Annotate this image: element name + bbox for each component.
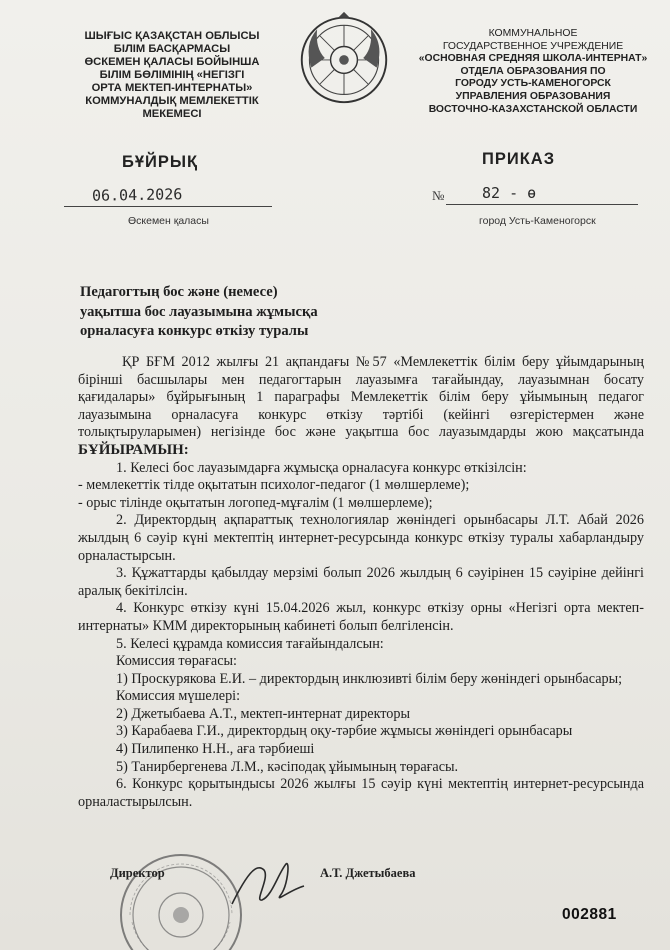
item-4: 4. Конкурс өткізу күні 15.04.2026 жыл, конкурс өткізу орны «Негізгі орта мектеп-интернаты» КММ директорының кабинеті болып белгіленсін. xyxy=(78,600,644,634)
preamble-paragraph xyxy=(78,354,644,460)
header-left-line: ОРТА МЕКТЕП-ИНТЕРНАТЫ» xyxy=(91,82,253,94)
state-emblem-icon xyxy=(296,10,392,106)
item-6: 6. Конкурс қорытындысы 2026 жылғы 15 сәуір күні мектептің интернет-ресурсында орналастырылсын. xyxy=(78,776,644,810)
header-left-kz xyxy=(62,30,282,121)
header-right-line: «ОСНОВНАЯ СРЕДНЯЯ ШКОЛА-ИНТЕРНАТ» xyxy=(418,53,648,65)
date-underline xyxy=(64,206,272,207)
item-1: 1. Келесі бос лауазымдарға жұмысқа орналасуға конкурс өткізілсін: xyxy=(116,459,527,476)
chair-member: 1) Проскурякова Е.И. – директордың инклюзивті білім беру жөніндегі орынбасары; xyxy=(116,670,623,687)
header-left-line: ӨСКЕМЕН ҚАЛАСЫ БОЙЫНША xyxy=(84,56,260,68)
header-right-ru xyxy=(410,28,656,116)
city-ru: город Усть-Каменогорск xyxy=(479,215,596,227)
handwritten-signature-icon xyxy=(228,856,308,912)
header-right-line: ГОСУДАРСТВЕННОЕ УЧРЕЖДЕНИЕ xyxy=(442,40,624,52)
order-body xyxy=(78,354,644,811)
subject-line: Педагогтың бос және (немесе) xyxy=(80,284,278,300)
order-subject xyxy=(80,283,380,342)
subject-line: орналасуға конкурс өткізу туралы xyxy=(80,323,309,339)
order-number: 82 - ө xyxy=(482,184,537,202)
registration-number: 002881 xyxy=(562,906,617,923)
order-title-kz: БҰЙРЫҚ xyxy=(122,153,199,171)
number-label: № xyxy=(432,188,445,203)
header-left-line: БІЛІМ БӨЛІМІНІҢ «НЕГІЗГІ xyxy=(99,69,245,81)
member-item: 3) Карабаева Г.И., директордың оқу-тәрбие жұмысы жөніндегі орынбасары xyxy=(116,723,573,740)
signatory-title: Директор xyxy=(110,866,165,880)
member-item: 2) Джетыбаева А.Т., мектеп-интернат директоры xyxy=(116,705,411,722)
header-left-line: ШЫҒЫС ҚАЗАҚСТАН ОБЛЫСЫ xyxy=(84,30,260,42)
order-date: 06.04.2026 xyxy=(91,185,183,205)
header-left-line: КОММУНАЛДЫҚ МЕМЛЕКЕТТІК xyxy=(85,95,259,107)
chair-label: Комиссия төрағасы: xyxy=(116,653,237,670)
header-left-line: БІЛІМ БАСҚАРМАСЫ xyxy=(113,43,231,55)
member-item: 5) Танирбергенева Л.М., кәсіподақ ұйымының төрағасы. xyxy=(116,758,459,775)
subject-line: уақытша бос лауазымына жұмысқа xyxy=(80,303,318,320)
header-right-line: УПРАВЛЕНИЯ ОБРАЗОВАНИЯ xyxy=(455,90,611,102)
item-2: 2. Директордың ақпараттық технологиялар жөніндегі орынбасары Л.Т. Абай 2026 жылдың 6 сәуір күні мектептің интернет-ресурсында конкурс өткізу туралы хабарландыру орналастырсын. xyxy=(78,512,644,564)
order-word: БҰЙЫРАМЫН: xyxy=(78,441,189,458)
header-right-line: ВОСТОЧНО-КАЗАХСТАНСКОЙ ОБЛАСТИ xyxy=(428,103,638,115)
number-underline xyxy=(446,204,638,205)
header-right-line: КОММУНАЛЬНОЕ xyxy=(488,28,578,39)
header-right-line: ОТДЕЛА ОБРАЗОВАНИЯ ПО xyxy=(460,65,606,77)
position-1: - мемлекеттік тілде оқытатын психолог-педагог (1 мөлшерлеме); xyxy=(78,477,470,494)
member-item: 4) Пилипенко Н.Н., аға тәрбиеші xyxy=(116,741,315,758)
city-kz: Өскемен қаласы xyxy=(128,215,209,227)
item-3: 3. Құжаттарды қабылдау мерзімі болып 2026 жылдың 6 сәуірінен 15 сәуіріне дейінгі аралық бекітілсін. xyxy=(78,565,644,599)
members-label: Комиссия мүшелері: xyxy=(116,688,241,705)
position-2: - орыс тілінде оқытатын логопед-мұғалім (1 мөлшерлеме); xyxy=(78,494,433,511)
preamble-text: ҚР БҒМ 2012 жылғы 21 ақпандағы №57 «Мемлекеттік білім беру ұйымдарының бірінші басшылары мен педагогтарын лауазымға тағайындау, лауазымнан босату қағидалары» бұйрығының 1 параграфы Мемлекеттік білім беру ұйымының педагог лауазымына орналасуға конкурс өткізу тәртібі (кейінгі өзгерістермен және толықтыруларымен) негізінде бос және уақытша бос лауазымдарды жою мақсатында xyxy=(78,354,644,441)
signatory-name: А.Т. Джетыбаева xyxy=(320,866,416,880)
order-title-ru: ПРИКАЗ xyxy=(482,150,556,168)
header-right-line: ГОРОДУ УСТЬ-КАМЕНОГОРСК xyxy=(455,78,611,90)
header-left-line: МЕКЕМЕСІ xyxy=(142,108,202,120)
item-5: 5. Келесі құрамда комиссия тағайындалсын: xyxy=(116,635,384,652)
